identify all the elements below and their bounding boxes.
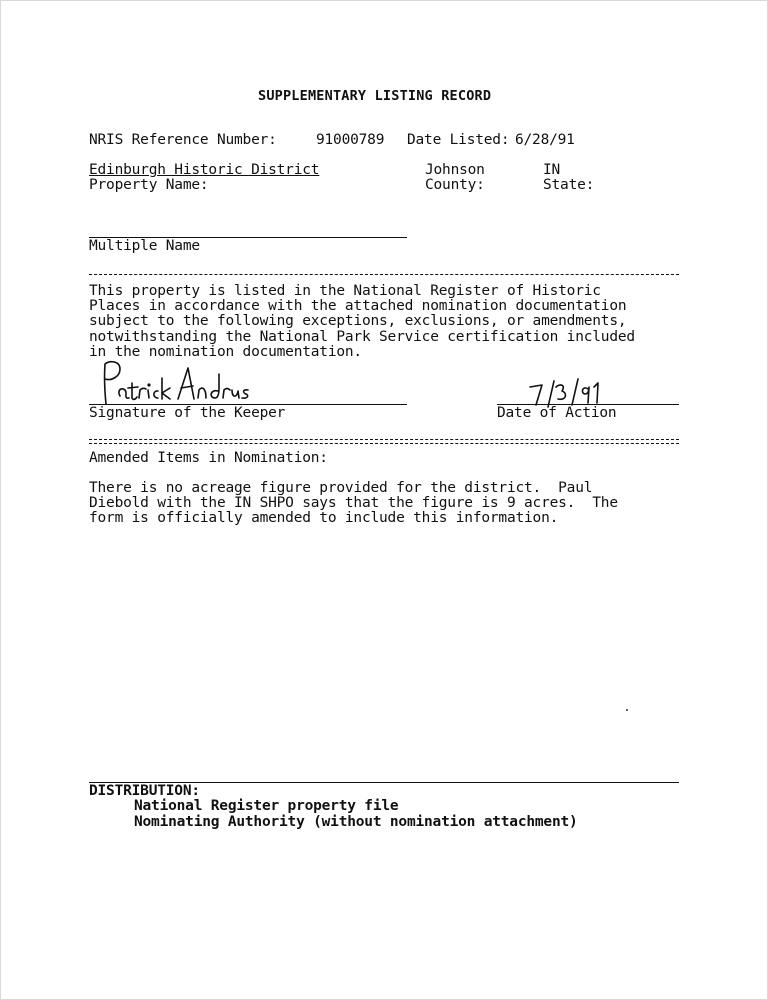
document-title: SUPPLEMENTARY LISTING RECORD xyxy=(258,88,492,104)
statement-line: subject to the following exceptions, exclusions, or amendments, xyxy=(89,313,627,330)
nris-reference-value: 91000789 xyxy=(316,132,385,148)
statement-line: in the nomination documentation. xyxy=(89,343,362,360)
double-separator xyxy=(89,439,679,444)
county-value: Johnson xyxy=(425,162,485,178)
amended-items-heading: Amended Items in Nomination: xyxy=(89,450,328,466)
dashed-separator xyxy=(89,274,679,275)
date-of-action-label: Date of Action xyxy=(497,405,617,421)
property-name-label: Property Name: xyxy=(89,177,209,193)
nris-reference-label: NRIS Reference Number: xyxy=(89,132,277,148)
state-value: IN xyxy=(543,162,561,178)
distribution-item: National Register property file xyxy=(134,798,399,814)
date-listed-value: 6/28/91 xyxy=(515,132,575,148)
statement-line: Places in accordance with the attached nomination documentation xyxy=(89,298,627,315)
property-name-value: Edinburgh Historic District xyxy=(89,162,320,178)
statement-line: This property is listed in the National Register of Historic xyxy=(89,283,601,299)
keeper-signature xyxy=(96,358,256,408)
distribution-item: Nominating Authority (without nomination attachment) xyxy=(134,814,578,830)
state-label: State: xyxy=(543,177,595,193)
amendment-line: There is no acreage figure provided for the district. Paul xyxy=(89,480,593,496)
amendment-line: form is officially amended to include this information. xyxy=(89,510,559,527)
distribution-heading: DISTRIBUTION: xyxy=(89,783,200,799)
statement-line: notwithstanding the National Park Service certification included xyxy=(89,328,635,345)
scan-speck xyxy=(626,709,628,711)
multiple-name-label: Multiple Name xyxy=(89,238,200,254)
signature-label: Signature of the Keeper xyxy=(89,405,286,421)
county-label: County: xyxy=(425,177,485,193)
amendment-line: Diebold with the IN SHPO says that the figure is 9 acres. The xyxy=(89,495,618,512)
date-listed-label: Date Listed: xyxy=(407,132,510,148)
